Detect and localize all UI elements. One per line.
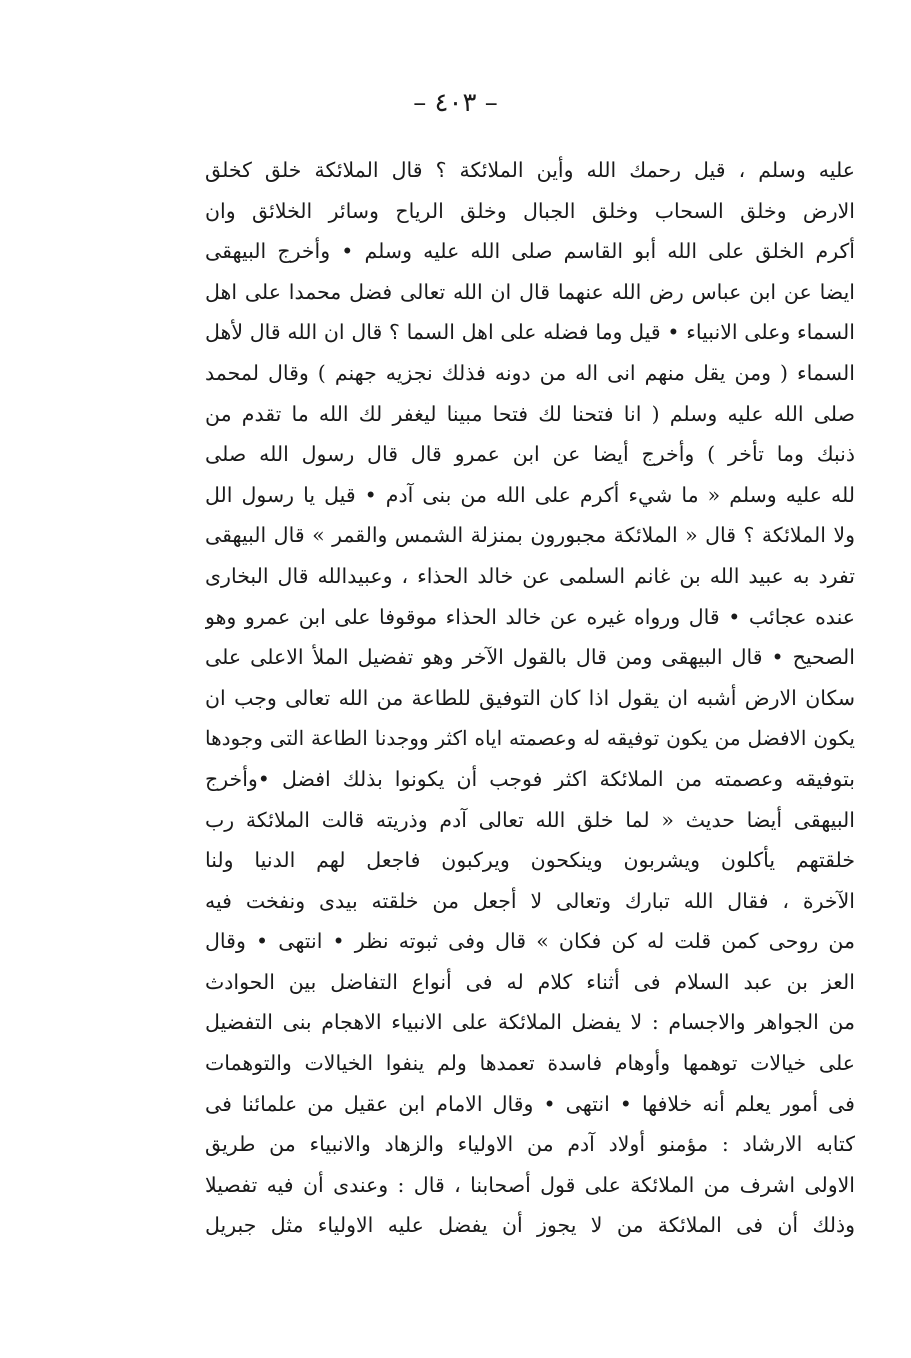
text-line: بتوفيقه وعصمته من الملائكة اكثر فوجب أن يكونوا بذلك افضل •وأخرج [205,766,855,791]
text-line: عليه وسلم ، قيل رحمك الله وأين الملائكة ؟ قال الملائكة خلق كخلق [205,158,855,182]
text-line: البيهقى أيضا حديث « لما خلق الله تعالى آدم وذريته قالت الملائكة رب [205,807,855,832]
text-line: يكون الافضل من يكون توفيقه له وعصمته اياه اكثر ووجدنا الطاعة التى وجودها [205,726,855,751]
text-line: الصحيح • قال البيهقى ومن قال بالقول الآخر وهو تفضيل الملأ الاعلى على [205,645,855,670]
text-line: ايضا عن ابن عباس رض الله عنهما قال ان الله تعالى فضل محمدا على اهل [205,279,855,304]
text-line: السماء وعلى الانبياء • قيل وما فضله على اهل السما ؟ قال ان الله قال لأهل [205,320,855,345]
text-line: الآخرة ، فقال الله تبارك وتعالى لا أجعل من خلقته بيدى ونفخت فيه [205,888,855,913]
text-line: صلى الله عليه وسلم ( انا فتحنا لك فتحا مبينا ليغفر لك الله ما تقدم من [205,401,855,426]
text-line: فى أمور يعلم أنه خلافها • انتهى • وقال الامام ابن عقيل من علمائنا فى [205,1091,855,1116]
page-number: – ٤٠٣ – [413,88,498,118]
text-line: لله عليه وسلم « ما شيء أكرم على الله من بنى آدم • قيل يا رسول الل [205,482,855,507]
text-line: الارض وخلق السحاب وخلق الجبال وخلق الرياح وسائر الخلائق وان [205,198,855,223]
text-line: كتابه الارشاد : مؤمنو أولاد آدم من الاولياء والزهاد والانبياء من طريق [205,1132,855,1157]
text-line: ذنبك وما تأخر ) وأخرج أيضا عن ابن عمرو قال قال رسول الله صلى [205,442,855,467]
body-text [205,150,855,1246]
text-line: من الجواهر والاجسام : لا يفضل الملائكة على الانبياء الاهجام بنى التفضيل [205,1010,855,1035]
text-line: أكرم الخلق على الله أبو القاسم صلى الله عليه وسلم • وأخرج البيهقى [205,239,855,264]
text-line: على خيالات توهمها وأوهام فاسدة تعمدها ولم ينفوا الخيالات والتوهمات [205,1051,855,1076]
text-line: عنده عجائب • قال ورواه غيره عن خالد الحذاء موقوفا على ابن عمرو وهو [205,604,855,629]
text-line: تفرد به عبيد الله بن غانم السلمى عن خالد الحذاء ، وعبيدالله قال البخارى [205,563,855,588]
text-line: العز بن عبد السلام فى أثناء كلام له فى أنواع التفاضل بين الحوادث [205,969,855,994]
text-line: سكان الارض أشبه ان يقول اذا كان التوفيق للطاعة من الله تعالى وجب ان [205,685,855,710]
text-line: خلقتهم يأكلون ويشربون وينكحون ويركبون فاجعل لهم الدنيا ولنا [205,848,855,873]
text-line: السماء ( ومن يقل منهم انى اله من دونه فذلك نجزيه جهنم ) وقال لمحمد [205,360,855,385]
text-line: وذلك أن فى الملائكة من لا يجوز أن يفضل عليه الاولياء مثل جبريل [205,1213,855,1238]
text-line: ولا الملائكة ؟ قال « الملائكة مجبورون بمنزلة الشمس والقمر » قال البيهقى [205,523,855,548]
text-line: من روحى كمن قلت له كن فكان » قال وفى ثبوته نظر • انتهى • وقال [205,929,855,954]
text-line: الاولى اشرف من الملائكة على قول أصحابنا ، قال : وعندى أن فيه تفصيلا [205,1172,855,1197]
